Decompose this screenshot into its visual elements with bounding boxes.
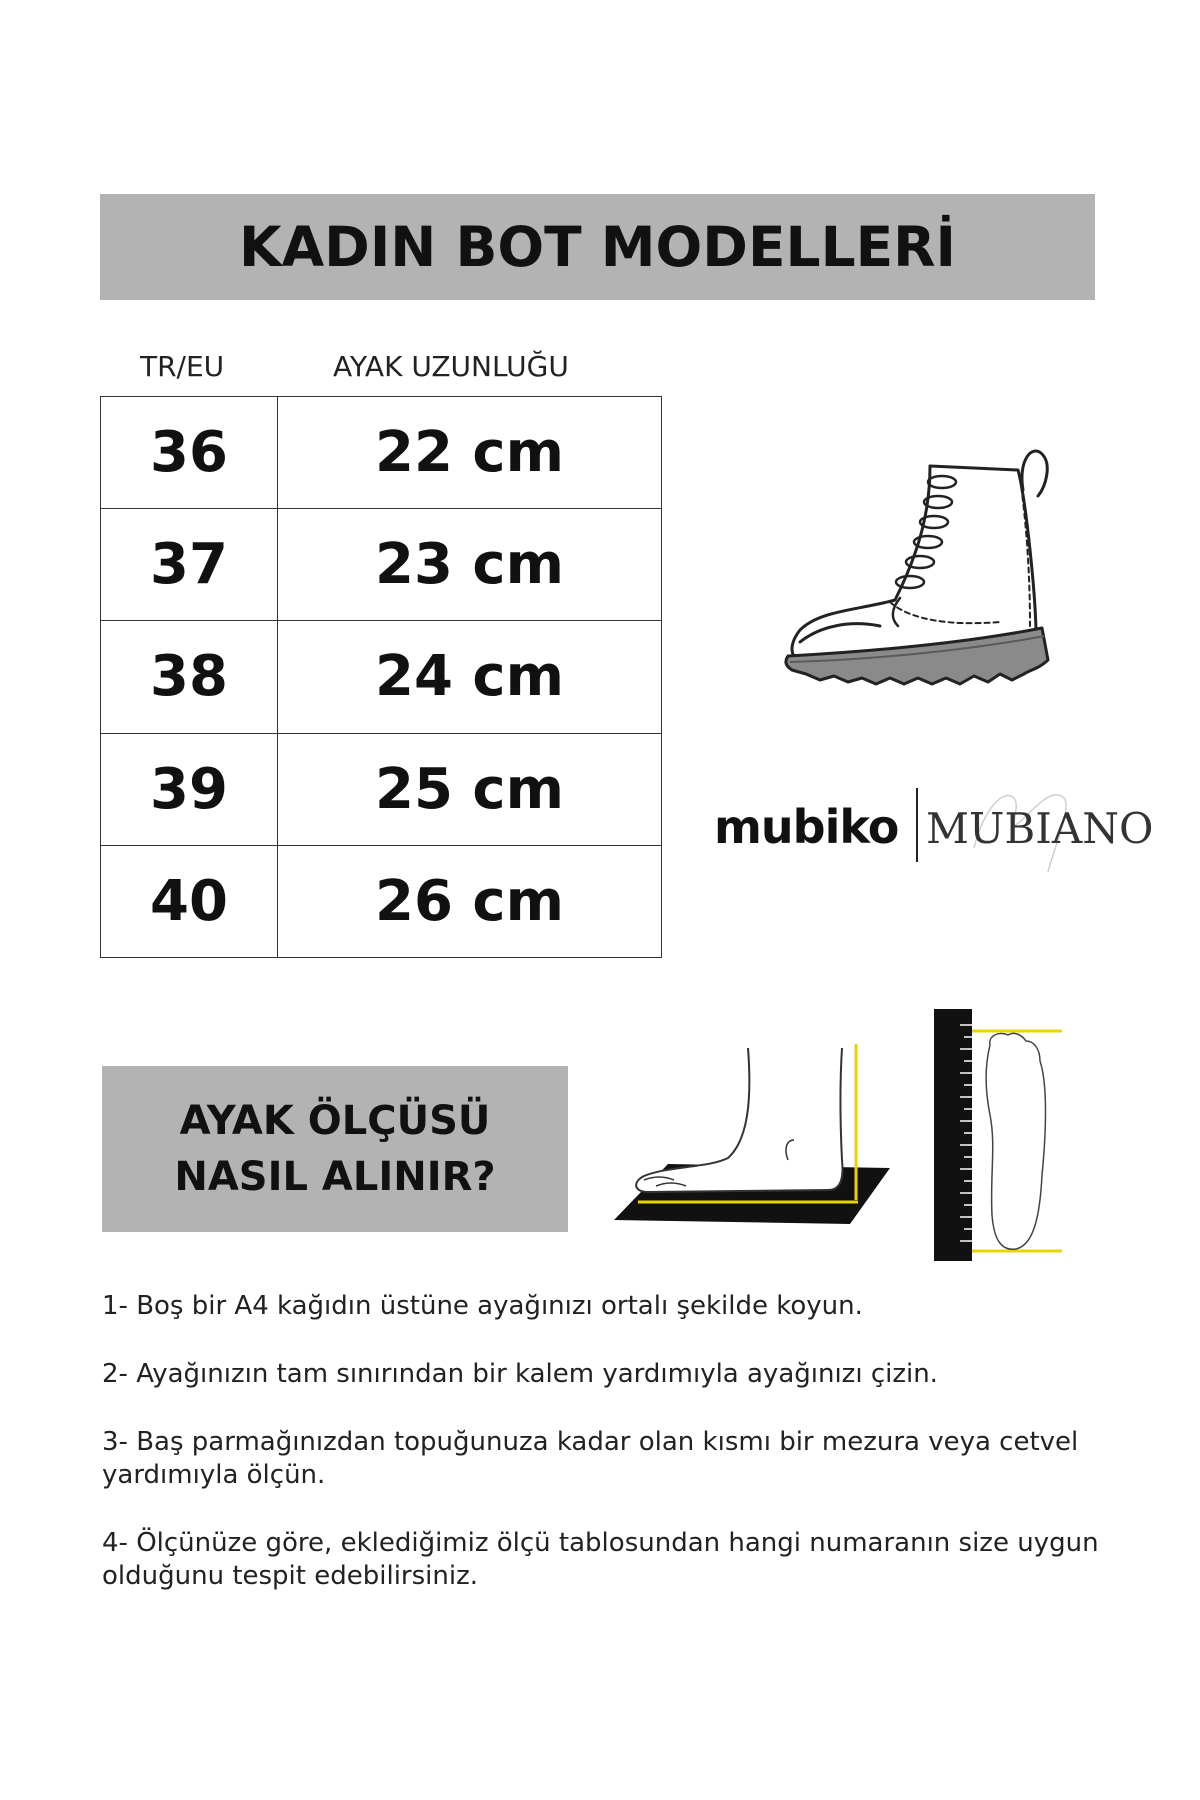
brand-logo [714,778,1154,878]
table-row [101,733,662,845]
title-banner [100,194,1095,300]
size-cell: 39 [101,733,278,845]
brand-divider [916,788,918,862]
size-cell: 37 [101,509,278,621]
step-1: 1- Boş bir A4 kağıdın üstüne ayağınızı ortalı şekilde koyun. [102,1291,863,1321]
step-4: 4- Ölçünüze göre, eklediğimiz ölçü tablosundan hangi numaranın size uygun olduğunu tespit edebilirsiniz. [102,1528,1099,1591]
how-to-line-1: AYAK ÖLÇÜSÜ [179,1098,491,1144]
table-row [101,621,662,733]
size-table [100,396,662,958]
boot-illustration-icon [780,430,1070,700]
step-2: 2- Ayağınızın tam sınırından bir kalem yardımıyla ayağınızı çizin. [102,1359,938,1389]
how-to-banner [102,1066,568,1232]
foot-top-ruler-illustration-icon [930,1005,1065,1265]
length-cell: 22 cm [278,397,662,509]
table-row [101,509,662,621]
size-cell: 40 [101,845,278,957]
brand-mubiko: mubiko [714,800,899,854]
size-column-header: TR/EU [140,350,225,383]
how-to-line-2: NASIL ALINIR? [174,1154,496,1200]
page-title: KADIN BOT MODELLERİ [238,215,956,279]
instruction-steps [102,1290,1102,1628]
size-cell: 36 [101,397,278,509]
step-3: 3- Baş parmağınızdan topuğunuza kadar olan kısmı bir mezura veya cetvel yardımıyla ölçün. [102,1427,1079,1490]
length-column-header: AYAK UZUNLUĞU [333,350,569,383]
size-cell: 38 [101,621,278,733]
length-cell: 23 cm [278,509,662,621]
length-cell: 26 cm [278,845,662,957]
table-row [101,397,662,509]
brand-mubiano: MUBIANO [926,804,1154,853]
length-cell: 25 cm [278,733,662,845]
foot-side-illustration-icon [608,1040,898,1230]
table-row [101,845,662,957]
length-cell: 24 cm [278,621,662,733]
